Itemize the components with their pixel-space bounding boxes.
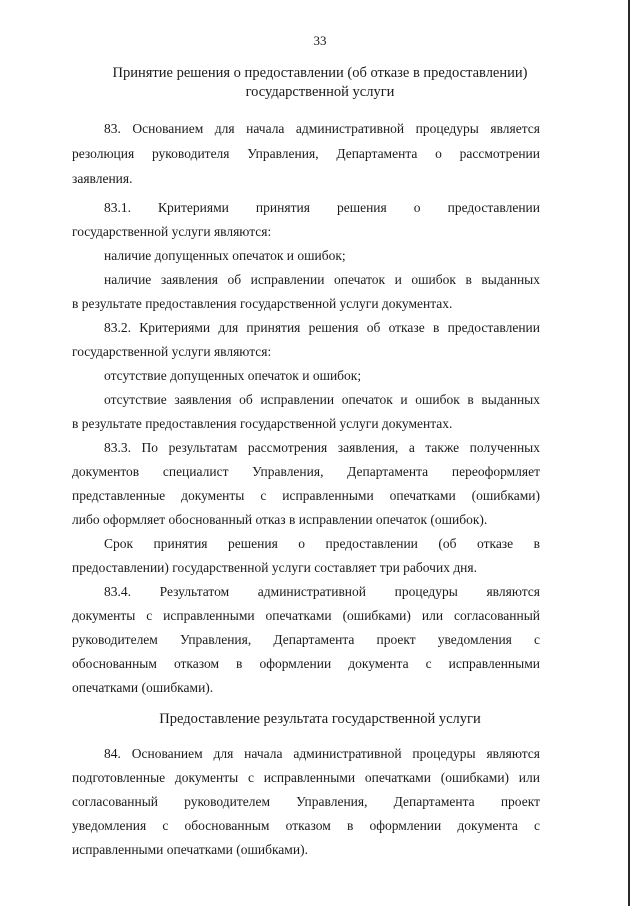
paragraph-line: в результате предоставления государственной услуги документах. — [72, 416, 453, 431]
section-heading-decision — [60, 64, 580, 102]
paragraph-line: уведомления с обоснованным отказом в оформлении документа с — [72, 818, 540, 833]
paragraph-line: государственной услуги являются: — [72, 224, 272, 239]
paragraph-line: руководителем Управления, Департамента проект уведомления с — [72, 632, 540, 647]
heading-line-2: государственной услуги — [245, 84, 395, 100]
paragraph-line: 83.4. Результатом административной процедуры являются — [104, 584, 540, 599]
paragraph-line: документов специалист Управления, Департамента переоформляет — [72, 464, 540, 479]
paragraph-line: отсутствие заявления об исправлении опечаток и ошибок в выданных — [104, 392, 540, 407]
scan-page-edge — [628, 0, 630, 906]
paragraph-line: наличие заявления об исправлении опечаток и ошибок в выданных — [104, 272, 540, 287]
section-heading-result: Предоставление результата государственной услуги — [159, 711, 481, 727]
paragraph-line: 83.3. По результатам рассмотрения заявления, а также полученных — [104, 440, 540, 455]
paragraph-line: отсутствие допущенных опечаток и ошибок; — [104, 368, 362, 383]
paragraph-line: 83.1. Критериями принятия решения о предоставлении — [104, 200, 540, 215]
page-number: 33 — [313, 33, 327, 48]
paragraph-line: 84. Основанием для начала административной процедуры являются — [104, 746, 540, 761]
heading-line-1: Принятие решения о предоставлении (об отказе в предоставлении) — [112, 65, 528, 81]
paragraph-line: наличие допущенных опечаток и ошибок; — [104, 248, 346, 263]
paragraph-line: 83.2. Критериями для принятия решения об отказе в предоставлении — [104, 320, 540, 335]
paragraph-line: в результате предоставления государственной услуги документах. — [72, 296, 453, 311]
paragraph-line: 83. Основанием для начала административной процедуры является — [104, 121, 540, 136]
paragraph-line: представленные документы с исправленными опечатками (ошибками) — [72, 488, 540, 503]
paragraph-line: резолюция руководителя Управления, Департамента о рассмотрении — [72, 146, 540, 161]
paragraph-line: Срок принятия решения о предоставлении (об отказе в — [104, 536, 540, 551]
paragraph-line: опечатками (ошибками). — [72, 680, 214, 695]
paragraph-line: обоснованным отказом в оформлении документа с исправленными — [72, 656, 540, 671]
paragraph-line: заявления. — [72, 171, 133, 186]
paragraph-line: предоставлении) государственной услуги составляет три рабочих дня. — [72, 560, 477, 575]
paragraph-line: документы с исправленными опечатками (ошибками) или согласованный — [72, 608, 540, 623]
paragraph-line: подготовленные документы с исправленными опечатками (ошибками) или — [72, 770, 540, 785]
paragraph-line: государственной услуги являются: — [72, 344, 272, 359]
paragraph-line: исправленными опечатками (ошибками). — [72, 842, 308, 857]
paragraph-line: согласованный руководителем Управления, Департамента проект — [72, 794, 540, 809]
paragraph-line: либо оформляет обоснованный отказ в исправлении опечаток (ошибок). — [72, 512, 488, 527]
